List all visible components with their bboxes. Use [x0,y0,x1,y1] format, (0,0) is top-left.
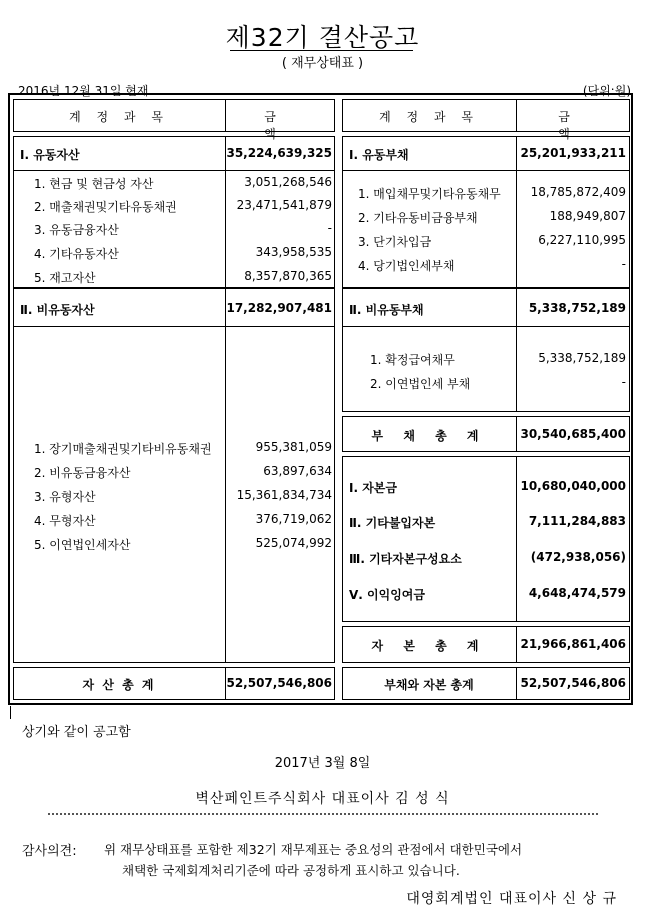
list-item-amount: 376,719,062 [255,512,332,526]
asset-total-amount: 52,507,546,806 [226,676,332,690]
noncurrent-liabilities-amount: 5,338,752,189 [528,301,626,315]
list-item: 2. 매출채권및기타유동채권 [34,200,177,214]
list-item: 1. 장기매출채권및기타비유동채권 [34,442,212,456]
dotted-divider [48,813,598,815]
noncurrent-assets-label: Ⅱ. 비유동자산 [20,303,95,317]
current-assets-label: Ⅰ. 유동자산 [20,148,80,162]
title-underline [230,50,413,51]
equity-item-label: Ⅲ. 기타자본구성요소 [349,552,462,566]
liability-account-header: 계 정 과 목 [379,110,479,124]
current-liabilities-amount: 25,201,933,211 [520,146,626,160]
list-item: 1. 매입채무및기타유동채무 [358,187,501,201]
noncurrent-assets-amount: 17,282,907,481 [226,301,332,315]
equity-item-label: Ⅰ. 자본금 [349,481,397,495]
list-item: 4. 당기법인세부채 [358,259,455,273]
list-item-amount: 3,051,268,546 [244,175,332,189]
equity-total-label: 자 본 총 계 [371,639,487,653]
list-item-amount: 63,897,634 [263,464,332,478]
list-item-amount: - [621,257,626,271]
equity-item-amount: 10,680,040,000 [520,479,626,493]
asset-account-header: 계 정 과 목 [69,110,169,124]
report-date: 2016년 12월 31일 현재 [18,84,149,98]
list-item-amount: 188,949,807 [549,209,626,223]
liability-amount-header: 금 액 [558,110,610,141]
cursor-mark [10,706,11,719]
page-subtitle: ( 재무상태표 ) [281,56,364,71]
page-title: 제32기 결산공고 [225,23,420,52]
equity-item-label: Ⅴ. 이익잉여금 [349,588,425,602]
equity-total-amount: 21,966,861,406 [520,637,626,651]
grand-total-amount: 52,507,546,806 [520,676,626,690]
notice-text: 상기와 같이 공고함 [22,725,131,740]
list-item-amount: 15,361,834,734 [236,488,332,502]
list-item-amount: 5,338,752,189 [538,351,626,365]
liability-total-amount: 30,540,685,400 [520,427,626,441]
list-item-amount: - [621,375,626,389]
list-item: 3. 단기차입금 [358,235,432,249]
list-item: 2. 이연법인세 부채 [370,377,471,391]
list-item: 4. 무형자산 [34,514,96,528]
list-item: 2. 비유동금융자산 [34,466,131,480]
audit-opinion-line1: 위 재무상태표를 포함한 제32기 재무제표는 중요성의 관점에서 대한민국에서 [104,842,523,857]
equity-item-amount: 7,111,284,883 [528,514,626,528]
list-item-amount: 6,227,110,995 [538,233,626,247]
list-item-amount: 8,357,870,365 [244,269,332,283]
current-liabilities-label: Ⅰ. 유동부채 [349,148,409,162]
list-item-amount: 18,785,872,409 [530,185,626,199]
equity-item-amount: 4,648,474,579 [528,586,626,600]
list-item-amount: - [327,221,332,235]
list-item-amount: 343,958,535 [255,245,332,259]
equity-item-label: Ⅱ. 기타불입자본 [349,516,436,530]
audit-opinion-line2: 채택한 국제회계처리기준에 따라 공정하게 표시하고 있습니다. [122,863,460,878]
list-item-amount: 23,471,541,879 [236,198,332,212]
list-item: 1. 현금 및 현금성 자산 [34,177,154,191]
publication-date: 2017년 3월 8일 [274,756,371,771]
noncurrent-liabilities-label: Ⅱ. 비유동부채 [349,303,424,317]
unit-label: (단위:원) [582,84,631,98]
list-item: 5. 이연법인세자산 [34,538,131,552]
list-item: 1. 확정급여채무 [370,353,455,367]
grand-total-label: 부채와 자본 총계 [384,678,474,692]
equity-item-amount: (472,938,056) [530,550,626,564]
list-item: 2. 기타유동비금융부채 [358,211,478,225]
liability-total-label: 부 채 총 계 [371,429,487,443]
audit-opinion-label: 감사의견: [22,844,77,859]
list-item-amount: 525,074,992 [255,536,332,550]
list-item: 4. 기타유동자산 [34,247,119,261]
current-assets-amount: 35,224,639,325 [226,146,332,160]
asset-amount-header: 금 액 [264,110,316,141]
auditor-signature: 대영회계법인 대표이사 신 상 규 [406,891,617,907]
list-item: 3. 유동금융자산 [34,223,119,237]
list-item: 5. 재고자산 [34,271,96,285]
list-item: 3. 유형자산 [34,490,96,504]
asset-total-label: 자 산 총 계 [82,678,156,692]
list-item-amount: 955,381,059 [255,440,332,454]
company-signature: 벽산페인트주식회사 대표이사 김 성 식 [195,791,450,807]
